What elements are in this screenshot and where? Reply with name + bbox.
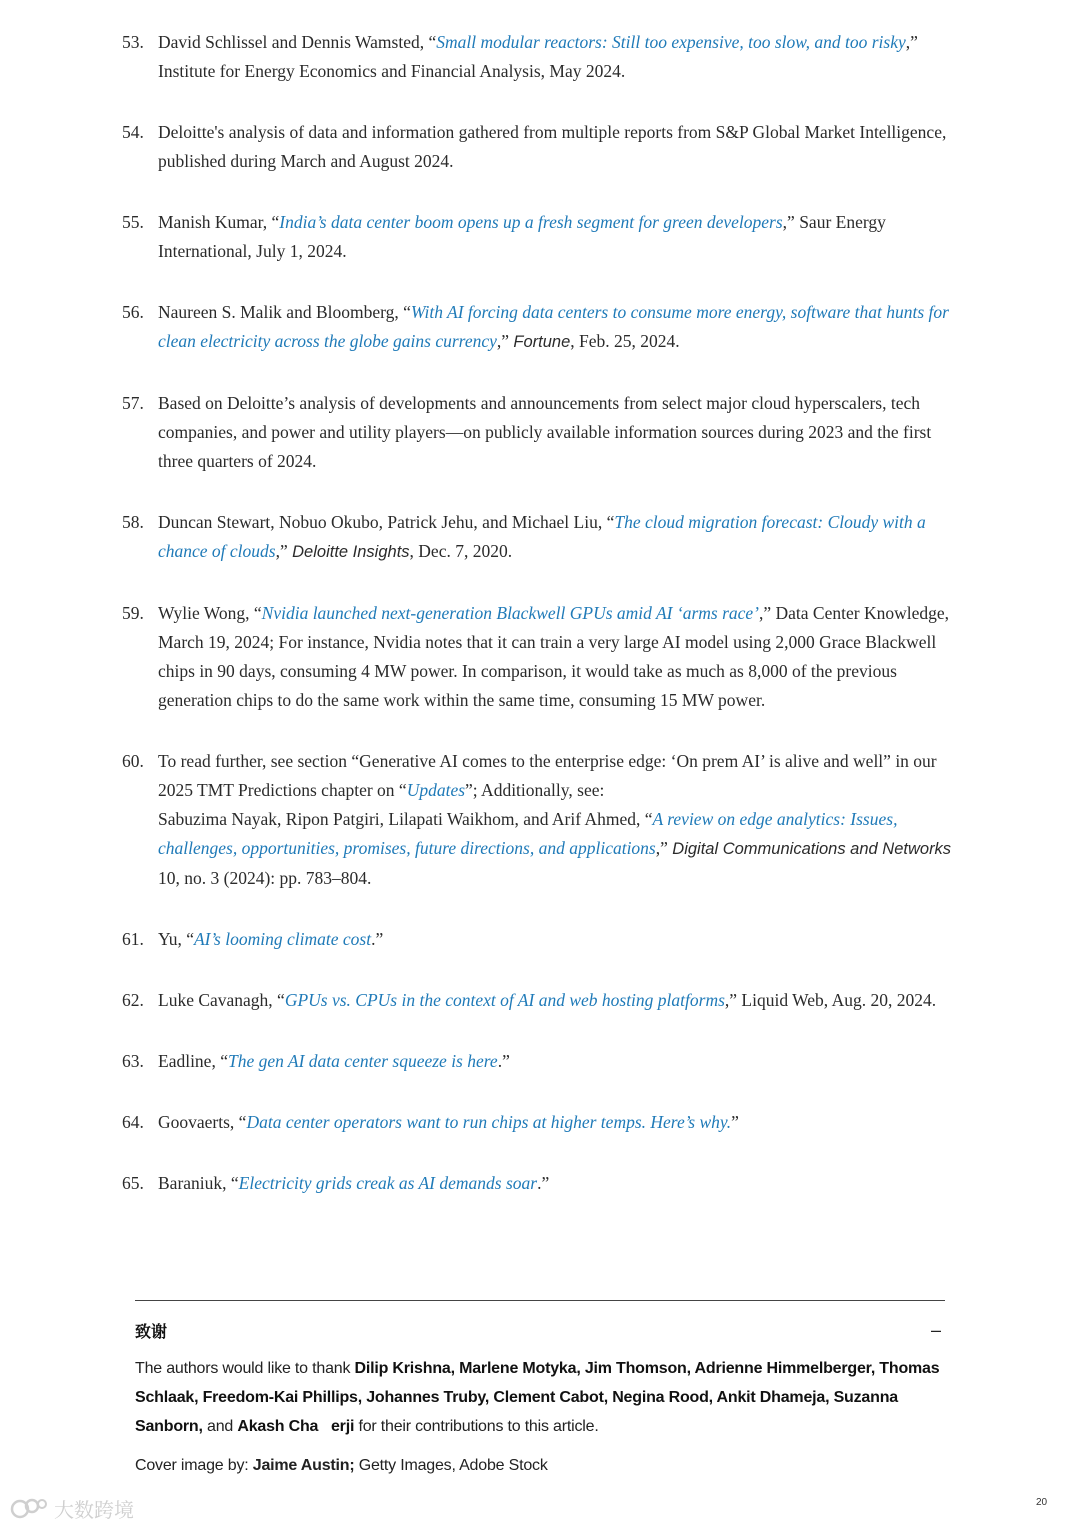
endnote-number: 65. <box>122 1173 144 1193</box>
endnote-link[interactable]: India’s data center boom opens up a fresh segment for green developers <box>279 212 783 232</box>
endnote-number: 63. <box>122 1051 144 1071</box>
endnote-link[interactable]: With AI forcing data centers to consume more energy, software that hunts for clean electricity across the globe gains currency <box>158 302 949 351</box>
contributor-last-name: Akash Cha erji <box>237 1418 355 1435</box>
endnote-number: 60. <box>122 751 144 771</box>
endnote-57: 57. Based on Deloitte’s analysis of developments and announcements from select major cloud hyperscalers, tech companies, and power and utility players—on publicly available information sources during 2023 and the first three quarters of 2024. <box>122 389 952 476</box>
acknowledgments-title: 致谢 <box>135 1324 168 1341</box>
endnote-link[interactable]: Nvidia launched next-generation Blackwell GPUs amid AI ‘arms race’ <box>261 603 759 623</box>
endnote-number: 57. <box>122 393 144 413</box>
endnote-link[interactable]: GPUs vs. CPUs in the context of AI and web hosting platforms <box>284 990 725 1010</box>
endnote-63: 63. Eadline, “The gen AI data center squeeze is here.” <box>122 1047 952 1076</box>
endnote-58: 58. Duncan Stewart, Nobuo Okubo, Patrick Jehu, and Michael Liu, “The cloud migration forecast: Cloudy with a chance of clouds,” Deloitte Insights, Dec. 7, 2020. <box>122 508 952 567</box>
endnote-56: 56. Naureen S. Malik and Bloomberg, “With AI forcing data centers to consume more energy, software that hunts for clean electricity across the globe gains currency,” Fortune, Feb. 25, 2024. <box>122 298 952 357</box>
endnote-53: 53. David Schlissel and Dennis Wamsted, “Small modular reactors: Still too expensive, too slow, and too risky,” Institute for Energy Economics and Financial Analysis, May 2024. <box>122 28 952 86</box>
endnote-link[interactable]: Small modular reactors: Still too expensive, too slow, and too risky <box>436 32 906 52</box>
endnote-number: 62. <box>122 990 144 1010</box>
endnote-number: 54. <box>122 122 144 142</box>
endnote-54: 54. Deloitte's analysis of data and information gathered from multiple reports from S&P Global Market Intelligence, published during March and August 2024. <box>122 118 952 176</box>
page-number: 20 <box>1036 1497 1048 1508</box>
cover-image-credit: Cover image by: Jaime Austin; Getty Images, Adobe Stock <box>135 1457 548 1474</box>
endnote-link[interactable]: AI’s looming climate cost <box>193 929 372 949</box>
endnote-link[interactable]: Data center operators want to run chips at higher temps. Here’s why. <box>246 1112 732 1132</box>
endnote-60: 60. To read further, see section “Generative AI comes to the enterprise edge: ‘On prem AI’ is alive and well” in our 2025 TMT Predictions chapter on “Updates”; Additionally, see: Sabuzima Nayak, Ripon Patgiri, Lilapati Waikhom, and Arif Ahmed, “A review on edge analytics: Issues, challenges, opportunities, promises, future directions, and applications,” Digital Communications and Networks 10, no. 3 (2024): pp. 783–804. <box>122 747 952 893</box>
endnote-59: 59. Wylie Wong, “Nvidia launched next-generation Blackwell GPUs amid AI ‘arms race’,” Data Center Knowledge, March 19, 2024; For instance, Nvidia notes that it can train a very large AI model using 2,000 Grace Blackwell chips in 90 days, consuming 4 MW power. In comparison, it would take as much as 8,000 of the previous generation chips to do the same work within the same time, consuming 15 MW power. <box>122 599 952 715</box>
contributor-names: Dilip Krishna, Marlene Motyka, Jim Thomson, Adrienne Himmelberger, Thomas Schlaak, Freedom-Kai Phillips, Johannes Truby, Clement Cabot, Negina Rood, Ankit Dhameja, Suzanna Sanborn, <box>135 1360 940 1435</box>
endnote-65: 65. Baraniuk, “Electricity grids creak as AI demands soar.” <box>122 1169 952 1198</box>
endnote-number: 53. <box>122 32 144 52</box>
endnote-number: 59. <box>122 603 144 623</box>
endnote-61: 61. Yu, “AI’s looming climate cost.” <box>122 925 952 954</box>
acknowledgments-section <box>135 1300 945 1475</box>
acknowledgments-text: The authors would like to thank Dilip Krishna, Marlene Motyka, Jim Thomson, Adrienne Himmelberger, Thomas Schlaak, Freedom-Kai Phillips, Johannes Truby, Clement Cabot, Negina Rood, Ankit Dhameja, Suzanna Sanborn, and Akash Cha erji for their contributions to this article. <box>135 1360 940 1435</box>
collapse-icon[interactable]: – <box>930 1320 941 1340</box>
publication-name: Digital Communications and Networks <box>672 840 952 858</box>
watermark-text: 大数跨境 <box>54 1498 134 1522</box>
endnote-link[interactable]: The gen AI data center squeeze is here <box>227 1051 498 1071</box>
endnote-link[interactable]: The cloud migration forecast: Cloudy with a chance of clouds <box>158 512 926 561</box>
endnote-link-secondary[interactable]: A review on edge analytics: Issues, challenges, opportunities, promises, future directions, and applications <box>158 809 898 858</box>
endnote-number: 55. <box>122 212 144 232</box>
endnote-62: 62. Luke Cavanagh, “GPUs vs. CPUs in the context of AI and web hosting platforms,” Liquid Web, Aug. 20, 2024. <box>122 986 952 1015</box>
watermark <box>10 1494 134 1523</box>
endnote-64: 64. Goovaerts, “Data center operators want to run chips at higher temps. Here’s why.” <box>122 1108 952 1137</box>
endnote-number: 56. <box>122 302 144 322</box>
endnote-link[interactable]: Electricity grids creak as AI demands soar <box>238 1173 538 1193</box>
cover-artist: Jaime Austin; <box>252 1457 355 1474</box>
endnote-55: 55. Manish Kumar, “India’s data center boom opens up a fresh segment for green developers,” Saur Energy International, July 1, 2024. <box>122 208 952 266</box>
publication-name: Fortune <box>513 333 571 351</box>
endnote-link[interactable]: Updates <box>406 780 466 800</box>
watermark-logo-icon <box>10 1496 50 1522</box>
publication-name: Deloitte Insights <box>292 543 410 561</box>
endnote-number: 64. <box>122 1112 144 1132</box>
endnotes-list <box>122 28 952 1230</box>
endnote-number: 58. <box>122 512 144 532</box>
endnote-number: 61. <box>122 929 144 949</box>
